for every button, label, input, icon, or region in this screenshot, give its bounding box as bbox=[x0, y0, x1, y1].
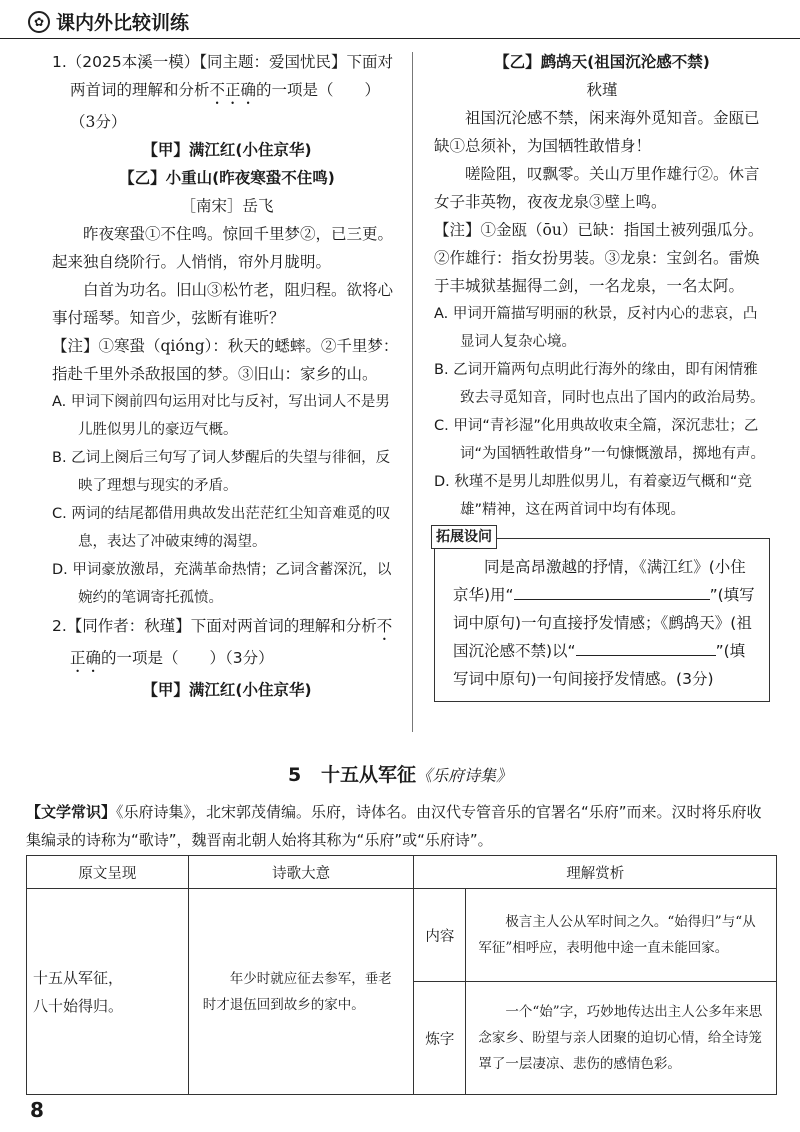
table-header-row bbox=[27, 856, 777, 889]
q1-poem-b-stanza2: 白首为功名。旧山③松竹老，阻归程。欲将心事付瑶琴。知音少，弦断有谁听？ bbox=[52, 281, 394, 327]
left-column bbox=[52, 48, 402, 704]
extension-question-box bbox=[434, 529, 770, 702]
leaf-icon: ✿ bbox=[28, 11, 50, 33]
extension-tag: 拓展设问 bbox=[431, 525, 497, 549]
q2-option-c[interactable]: C. 甲词“青衫湿”化用典故收束全篇，深沉悲壮；乙词“为国牺牲敢惜身”一句慷慨激昂，掷地有声。 bbox=[434, 418, 766, 462]
q2-poem-b-stanza2: 嗟险阻，叹飘零。关山万里作雄行②。休言女子非英物，夜夜龙泉③壁上鸣。 bbox=[434, 165, 760, 211]
row-label-content: 内容 bbox=[414, 889, 466, 982]
extension-question: 同是高昂激越的抒情，《满江红》(小住京华)用“ ”(填写词中原句)一句直接抒发情感；《鹧鸪天》(祖国沉沦感不禁)以“ ”(填写词中原句)一句间接抒发情感。(3分) bbox=[453, 558, 755, 688]
literary-knowledge-label: 【文学常识】 bbox=[26, 803, 117, 821]
q1-option-a[interactable]: A. 甲词下阕前四句运用对比与反衬，写出词人不是男儿胜似男儿的豪迈气概。 bbox=[52, 394, 390, 438]
original-text-cell: 十五从军征， 八十始得归。 bbox=[27, 889, 189, 1095]
q2-poem-b-author: 秋瑾 bbox=[586, 81, 618, 99]
column-divider bbox=[412, 52, 413, 732]
q1-poem-a-title: 【甲】满江红(小住京华) bbox=[142, 141, 312, 159]
q2-poem-b-stanza1: 祖国沉沦感不禁，闲来海外觅知音。金瓯已缺①总须补，为国牺牲敢惜身！ bbox=[434, 109, 760, 155]
q1-option-c[interactable]: C. 两词的结尾都借用典故发出茫茫红尘知音难觅的叹息，表达了冲破束缚的渴望。 bbox=[52, 506, 391, 550]
q1-poem-b-author: ［南宋］岳飞 bbox=[180, 197, 274, 215]
row-text-wording: 一个“始”字，巧妙地传达出主人公多年来思念家乡、盼望与亲人团聚的迫切心情，给全诗笼罩了一层凄凉、悲伤的感情色彩。 bbox=[466, 982, 777, 1095]
literary-knowledge-text: 《乐府诗集》，北宋郭茂倩编。乐府，诗体名。由汉代专管音乐的官署名“乐府”而来。汉时将乐府收集编录的诗称为“歌诗”，魏晋南北朝人始将其称为“乐府”或“乐府诗”。 bbox=[26, 803, 762, 849]
q2-poem-b-title: 【乙】鹧鸪天(祖国沉沦感不禁) bbox=[494, 53, 710, 71]
section-title bbox=[0, 760, 800, 787]
page-header bbox=[28, 8, 189, 35]
q2-option-a[interactable]: A. 甲词开篇描写明丽的秋景，反衬内心的悲哀，凸显词人复杂心境。 bbox=[434, 306, 758, 350]
q2-emphasis: 不正确 bbox=[70, 617, 393, 667]
answer-blank-1[interactable] bbox=[514, 581, 710, 600]
header-title: 课内外比较训练 bbox=[56, 12, 190, 34]
q1-stem: 1.（2025本溪一模）【同主题：爱国忧民】下面对两首词的理解和分析不正确的一项是（ ） （3分） bbox=[52, 53, 393, 131]
q1-option-d[interactable]: D. 甲词豪放激昂，充满革命热情；乙词含蓄深沉，以婉约的笔调寄托孤愤。 bbox=[52, 562, 392, 606]
table-header-meaning: 诗歌大意 bbox=[188, 856, 414, 889]
table-header-analysis: 理解赏析 bbox=[414, 856, 777, 889]
table-header-original: 原文呈现 bbox=[27, 856, 189, 889]
q2-option-d[interactable]: D. 秋瑾不是男儿却胜似男儿，有着豪迈气概和“竞雄”精神，这在两首词中均有体现。 bbox=[434, 474, 752, 518]
header-rule bbox=[0, 38, 800, 39]
q1-poem-b-title: 【乙】小重山(昨夜寒蛩不住鸣) bbox=[119, 169, 335, 187]
page-number: 8 bbox=[30, 1098, 44, 1122]
q1-score: （3分） bbox=[70, 113, 127, 131]
section-poem-title: 十五从军征 bbox=[321, 764, 417, 786]
answer-blank-2[interactable] bbox=[576, 637, 716, 656]
q1-poem-b-stanza1: 昨夜寒蛩①不住鸣。惊回千里梦②，已三更。起来独自绕阶行。人悄悄，帘外月胧明。 bbox=[52, 225, 394, 271]
right-column bbox=[434, 48, 770, 702]
row-label-wording: 炼字 bbox=[414, 982, 466, 1095]
row-text-content: 极言主人公从军时间之久。“始得归”与“从军征”相呼应，表明他中途一直未能回家。 bbox=[466, 889, 777, 982]
section-number: 5 bbox=[287, 764, 302, 786]
section-source: 《乐府诗集》 bbox=[416, 766, 513, 785]
q1-note: 【注】①寒蛩（qióng）：秋天的蟋蟀。②千里梦：指赴千里外杀敌报国的梦。③旧山：家乡的山。 bbox=[52, 337, 399, 383]
literary-knowledge bbox=[26, 798, 776, 854]
q1-emphasis: 不正确 bbox=[209, 81, 257, 99]
table-row bbox=[27, 889, 777, 982]
q2-poem-a-title: 【甲】满江红(小住京华) bbox=[142, 681, 312, 699]
meaning-cell: 年少时就应征去参军，垂老时才退伍回到故乡的家中。 bbox=[188, 889, 414, 1095]
q2-note: 【注】①金瓯（ōu）已缺：指国土被列强瓜分。②作雄行：指女扮男装。③龙泉：宝剑名。雷焕于丰城狱基掘得二剑，一名龙泉，一名太阿。 bbox=[434, 221, 764, 295]
analysis-table bbox=[26, 855, 777, 1095]
q2-stem: 2.【同作者：秋瑾】下面对两首词的理解和分析不正确的一项是（ ）（3分） bbox=[52, 617, 393, 667]
q1-option-b[interactable]: B. 乙词上阕后三句写了词人梦醒后的失望与徘徊，反映了理想与现实的矛盾。 bbox=[52, 450, 391, 494]
q2-option-b[interactable]: B. 乙词开篇两句点明此行海外的缘由，即有闲情雅致去寻觅知音，同时也点出了国内的政治局势。 bbox=[434, 362, 765, 406]
